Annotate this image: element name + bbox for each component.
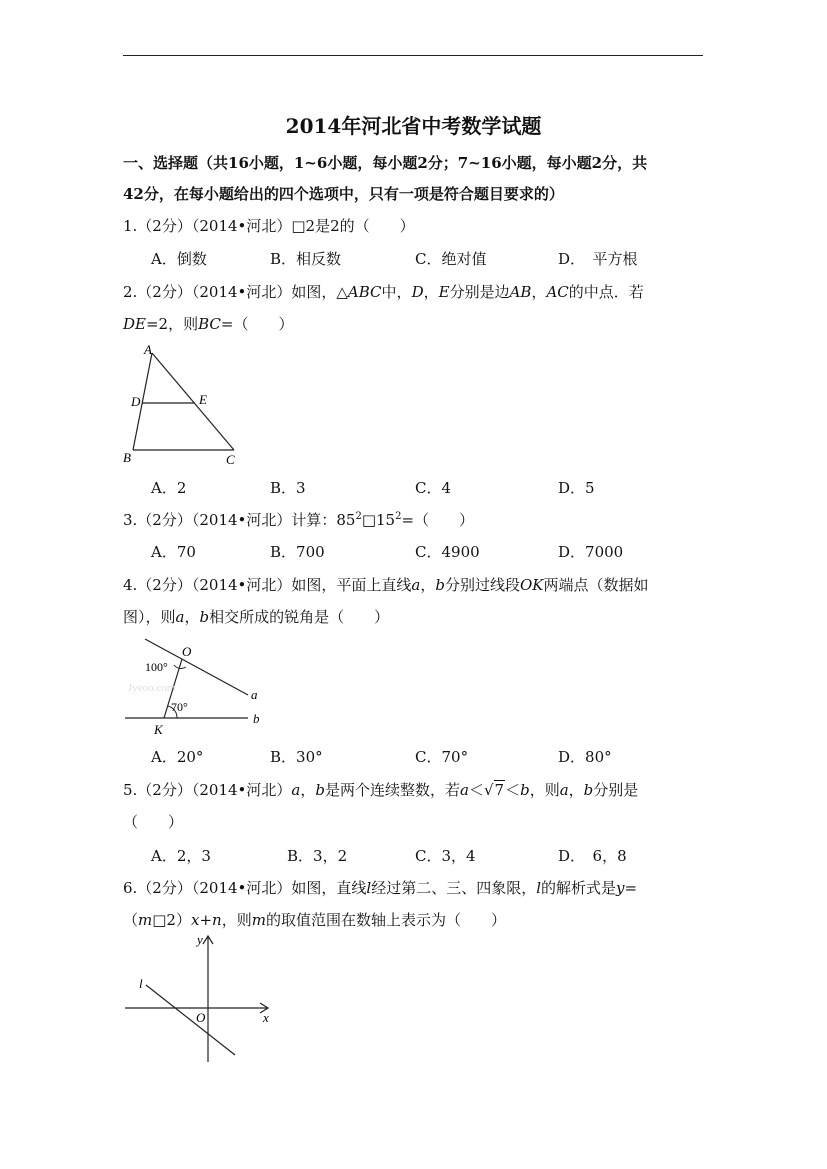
header-rule xyxy=(123,55,703,56)
q1-option-a[interactable]: A．倒数 xyxy=(151,250,207,268)
q2-triangle-figure xyxy=(115,340,250,470)
question-4-stem-line2: 图），则a，b相交所成的锐角是（ ） xyxy=(123,608,390,626)
question-2-stem-line2: DE=2，则BC=（ ） xyxy=(123,315,294,333)
q1-option-d[interactable]: D． 平方根 xyxy=(558,250,638,268)
question-1-stem: 1.（2分）（2014•河北）□2是2的（ ） xyxy=(123,217,415,235)
line-l xyxy=(146,985,235,1055)
q5-option-b[interactable]: B．3，2 xyxy=(287,847,348,865)
question-6-stem-line2: （m□2）x+n，则m的取值范围在数轴上表示为（ ） xyxy=(123,911,506,929)
label-a: a xyxy=(251,687,258,702)
q2-option-c[interactable]: C．4 xyxy=(415,479,452,497)
label-angle-100: 100° xyxy=(145,660,168,674)
side-ac xyxy=(152,353,234,450)
q4-option-b[interactable]: B．30° xyxy=(270,748,323,766)
question-5-stem-line2: （ ） xyxy=(123,813,184,831)
radical-sign: √ xyxy=(483,781,494,799)
q3-option-c[interactable]: C．4900 xyxy=(415,543,480,561)
question-4-stem-line1: 4.（2分）（2014•河北）如图，平面上直线a，b分别过线段OK两端点（数据如 xyxy=(123,576,649,594)
label-d: D xyxy=(131,394,141,409)
q3-option-d[interactable]: D．7000 xyxy=(558,543,624,561)
q2-option-d[interactable]: D．5 xyxy=(558,479,595,497)
q5-option-c[interactable]: C．3，4 xyxy=(415,847,476,865)
question-5-stem-line1: 5.（2分）（2014•河北）a，b是两个连续整数，若a＜√7＜b，则a，b分别是 xyxy=(123,781,639,799)
question-6-stem-line1: 6.（2分）（2014•河北）如图，直线l经过第二、三、四象限，l的解析式是y= xyxy=(123,879,638,897)
q4-lines-figure xyxy=(120,635,280,740)
label-origin: O xyxy=(196,1010,206,1025)
label-e: E xyxy=(199,392,207,407)
q3-option-a[interactable]: A．70 xyxy=(151,543,196,561)
q5-option-a[interactable]: A．2，3 xyxy=(151,847,211,865)
page-title: 2014年河北省中考数学试题 xyxy=(285,114,542,138)
label-a: A xyxy=(144,342,152,357)
label-o: O xyxy=(182,644,192,659)
q1-option-c[interactable]: C．绝对值 xyxy=(415,250,487,268)
question-3-stem: 3.（2分）（2014•河北）计算：$85^2□15^2=$（ ） xyxy=(123,511,475,529)
radicand: 7 xyxy=(494,781,505,799)
q3-option-b[interactable]: B．700 xyxy=(270,543,325,561)
label-angle-70: 70° xyxy=(171,700,188,714)
label-l: l xyxy=(139,976,143,991)
q4-option-d[interactable]: D．80° xyxy=(558,748,612,766)
q5-option-d[interactable]: D． 6，8 xyxy=(558,847,627,865)
sqrt-expression xyxy=(484,781,505,799)
label-c: C xyxy=(226,452,235,467)
label-b: B xyxy=(123,450,131,465)
label-k: K xyxy=(154,722,163,737)
q2-option-b[interactable]: B．3 xyxy=(270,479,306,497)
q4-option-a[interactable]: A．20° xyxy=(151,748,204,766)
q1-option-b[interactable]: B．相反数 xyxy=(270,250,342,268)
q2-option-a[interactable]: A．2 xyxy=(151,479,187,497)
label-x: x xyxy=(263,1010,269,1025)
section-heading-line1: 一、选择题（共16小题，1~6小题，每小题2分；7~16小题，每小题2分，共 xyxy=(123,154,648,172)
label-y: y xyxy=(197,932,203,947)
question-2-stem-line1: 2.（2分）（2014•河北）如图，△ABC中，D，E分别是边AB，AC的中点．若 xyxy=(123,283,644,301)
q6-axes-figure xyxy=(120,930,280,1070)
section-heading-line2: 42分，在每小题给出的四个选项中，只有一项是符合题目要求的） xyxy=(123,185,564,203)
watermark-text: Jyeoo.com xyxy=(128,682,176,694)
label-b: b xyxy=(253,711,260,726)
q4-option-c[interactable]: C．70° xyxy=(415,748,469,766)
